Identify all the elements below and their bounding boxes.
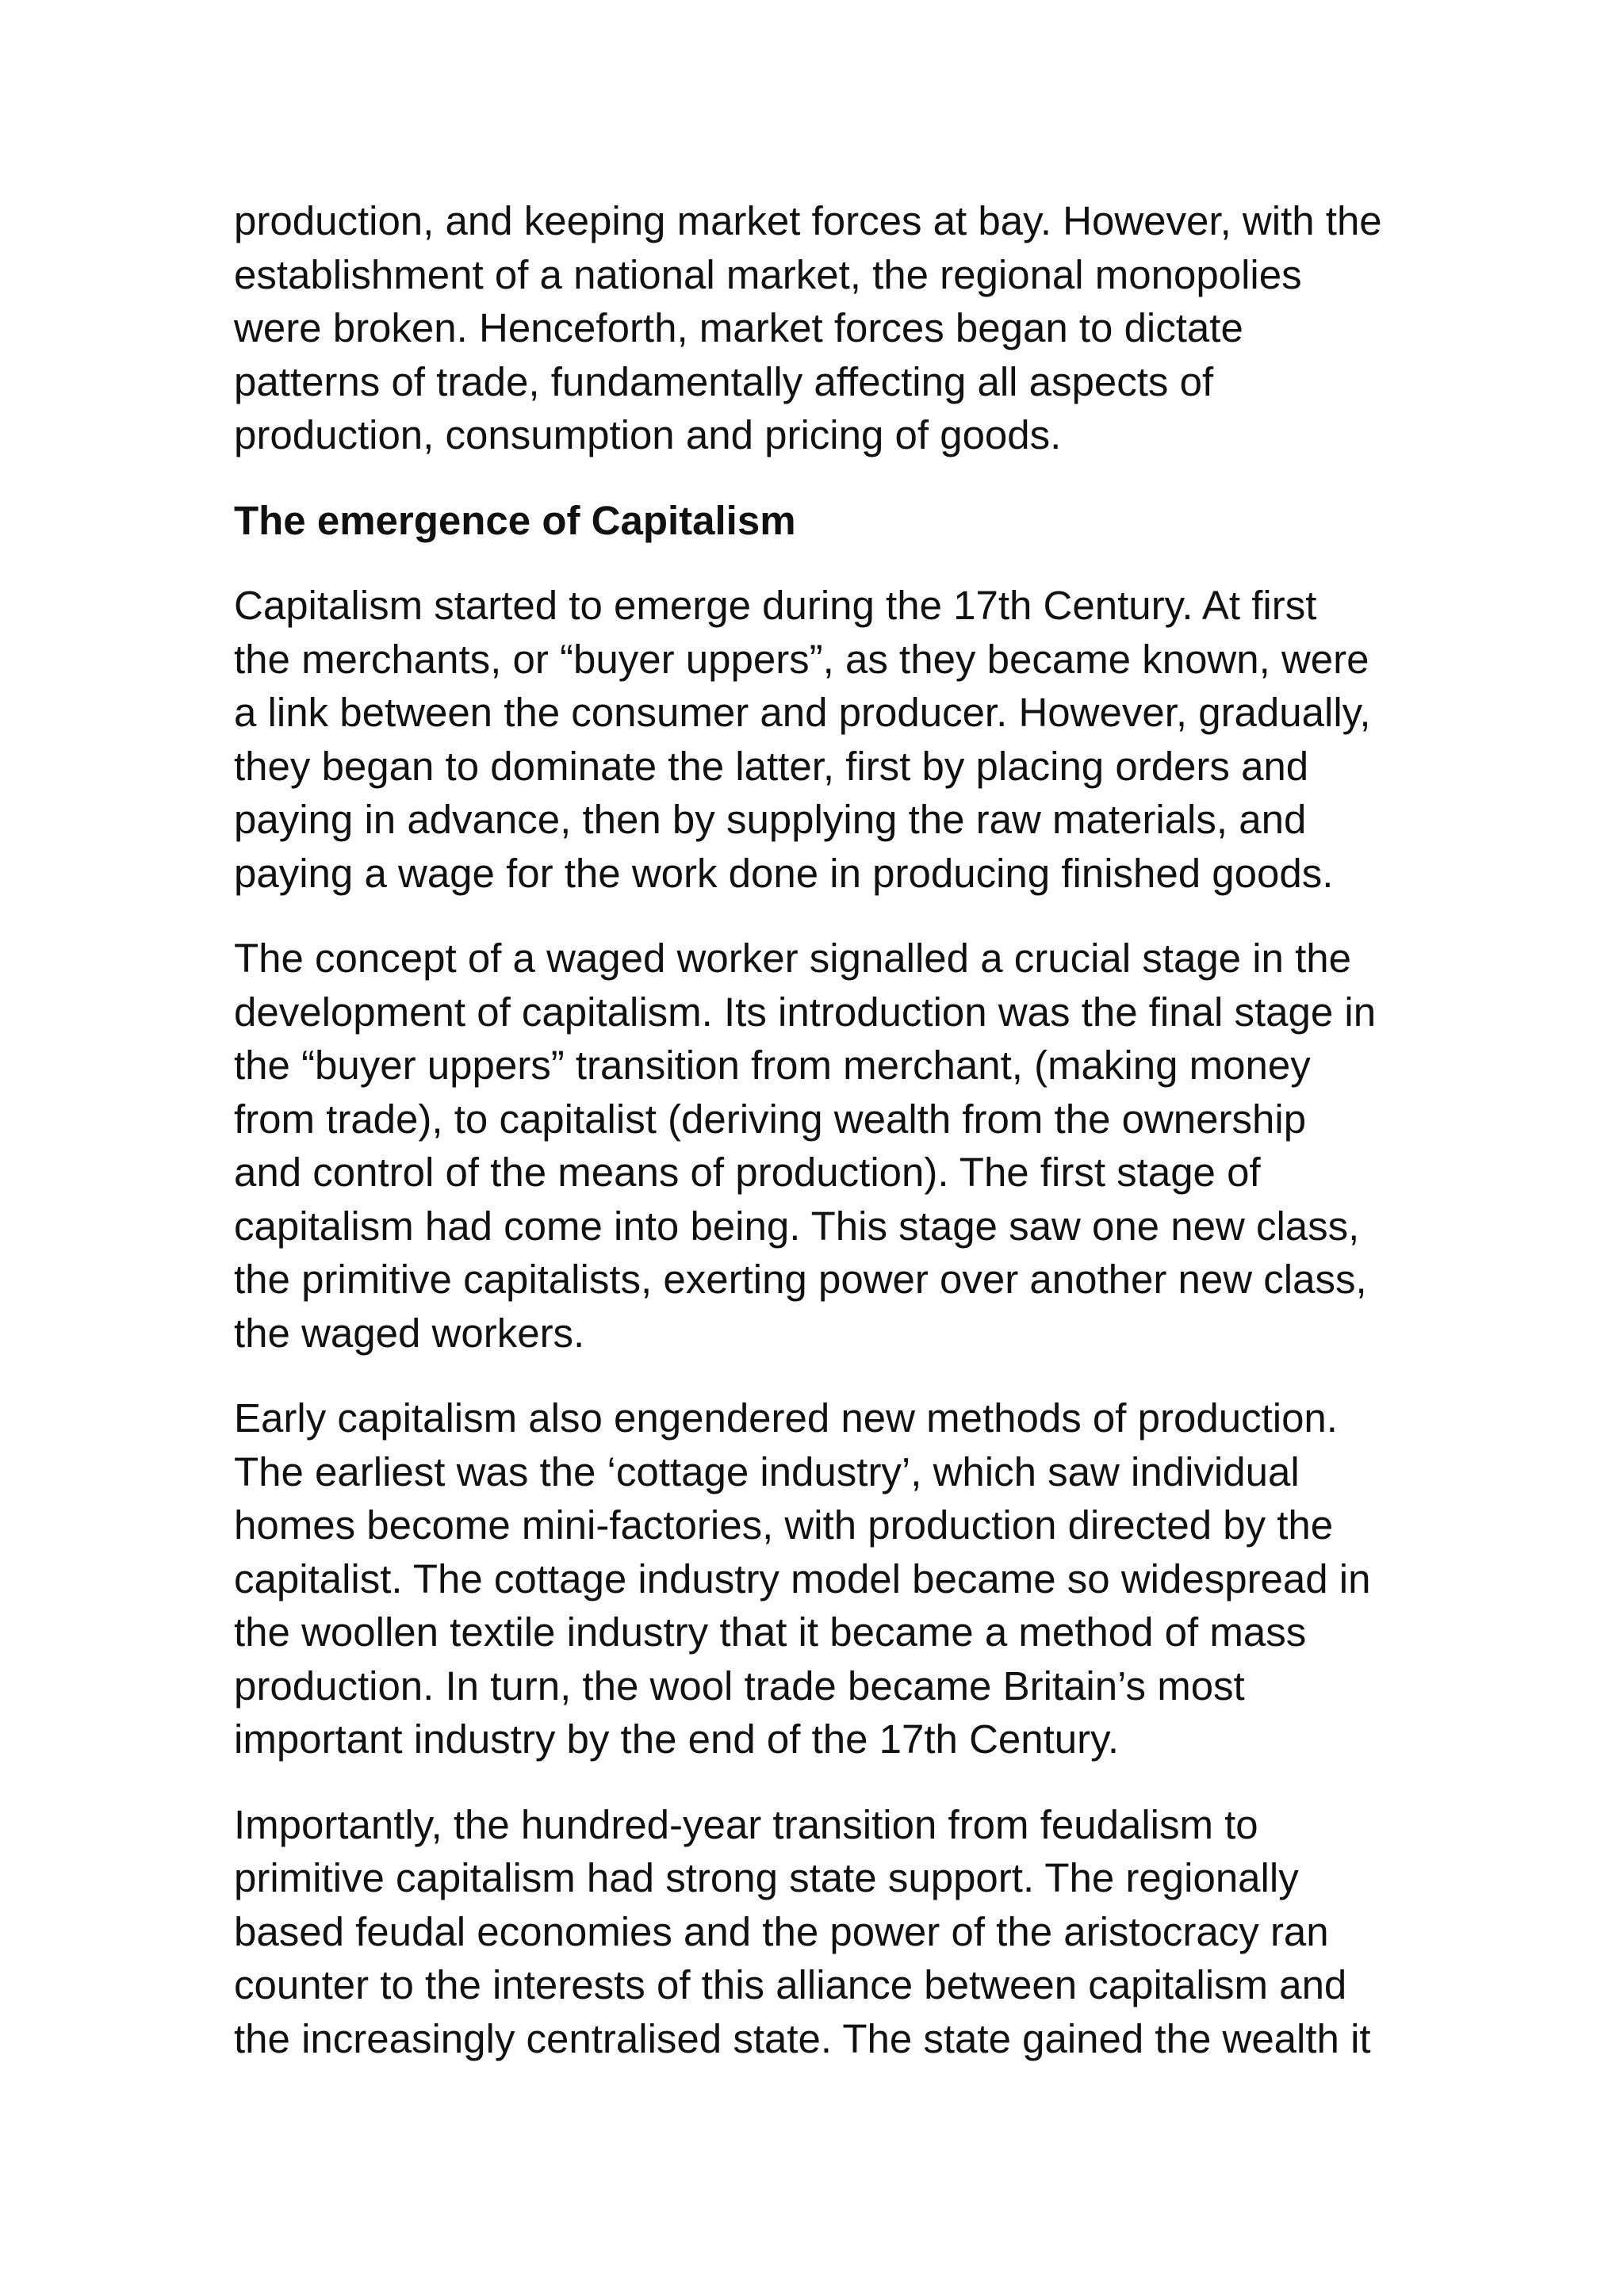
paragraph-1	[234, 579, 1423, 900]
text-line: were broken. Henceforth, market forces began to dictate	[234, 305, 1243, 350]
text-line: development of capitalism. Its introduction was the final stage in	[234, 989, 1377, 1035]
text-line: The earliest was the ‘cottage industry’, which saw individual	[234, 1448, 1300, 1494]
text-line: production, and keeping market forces at bay. However, with the	[234, 198, 1382, 243]
text-line: capitalism had come into being. This stage saw one new class,	[234, 1203, 1360, 1249]
text-line: paying a wage for the work done in producing finished goods.	[234, 850, 1334, 896]
text-line: Capitalism started to emerge during the 17th Century. At first	[234, 583, 1317, 628]
text-line: from trade), to capitalist (deriving wealth from the ownership	[234, 1096, 1307, 1142]
text-line: important industry by the end of the 17th Century.	[234, 1716, 1120, 1762]
paragraph-intro	[234, 194, 1423, 462]
text-line: production, consumption and pricing of goods.	[234, 412, 1062, 457]
section-heading: The emergence of Capitalism	[234, 497, 796, 543]
paragraph-3	[234, 1391, 1423, 1766]
text-line: paying in advance, then by supplying the raw materials, and	[234, 797, 1307, 842]
paragraph-2	[234, 932, 1423, 1360]
text-line: the primitive capitalists, exerting power over another new class,	[234, 1257, 1367, 1302]
text-line: the merchants, or “buyer uppers”, as they became known, were	[234, 636, 1369, 682]
document-page	[234, 194, 1423, 2065]
text-line: primitive capitalism had strong state support. The regionally	[234, 1855, 1299, 1900]
paragraph-4	[234, 1798, 1423, 2066]
text-line: the woollen textile industry that it became a method of mass	[234, 1609, 1307, 1655]
text-line: patterns of trade, fundamentally affecting all aspects of	[234, 358, 1214, 404]
text-line: homes become mini-factories, with production directed by the	[234, 1502, 1334, 1548]
text-line: and control of the means of production). The first stage of	[234, 1150, 1261, 1195]
text-line: the “buyer uppers” transition from merchant, (making money	[234, 1043, 1311, 1088]
text-line: establishment of a national market, the regional monopolies	[234, 251, 1302, 297]
text-line: counter to the interests of this alliance between capitalism and	[234, 1962, 1347, 2007]
text-line: Importantly, the hundred-year transition from feudalism to	[234, 1801, 1258, 1847]
text-line: the waged workers.	[234, 1310, 585, 1356]
text-line: they began to dominate the latter, first by placing orders and	[234, 743, 1309, 789]
text-line: The concept of a waged worker signalled a crucial stage in the	[234, 936, 1351, 981]
text-line: a link between the consumer and producer. However, gradually,	[234, 690, 1371, 735]
text-line: Early capitalism also engendered new methods of production.	[234, 1395, 1338, 1441]
text-line: based feudal economies and the power of the aristocracy ran	[234, 1908, 1329, 1954]
text-line: capitalist. The cottage industry model became so widespread in	[234, 1556, 1371, 1601]
text-line: production. In turn, the wool trade became Britain’s most	[234, 1663, 1245, 1709]
text-line: the increasingly centralised state. The state gained the wealth it	[234, 2015, 1371, 2061]
